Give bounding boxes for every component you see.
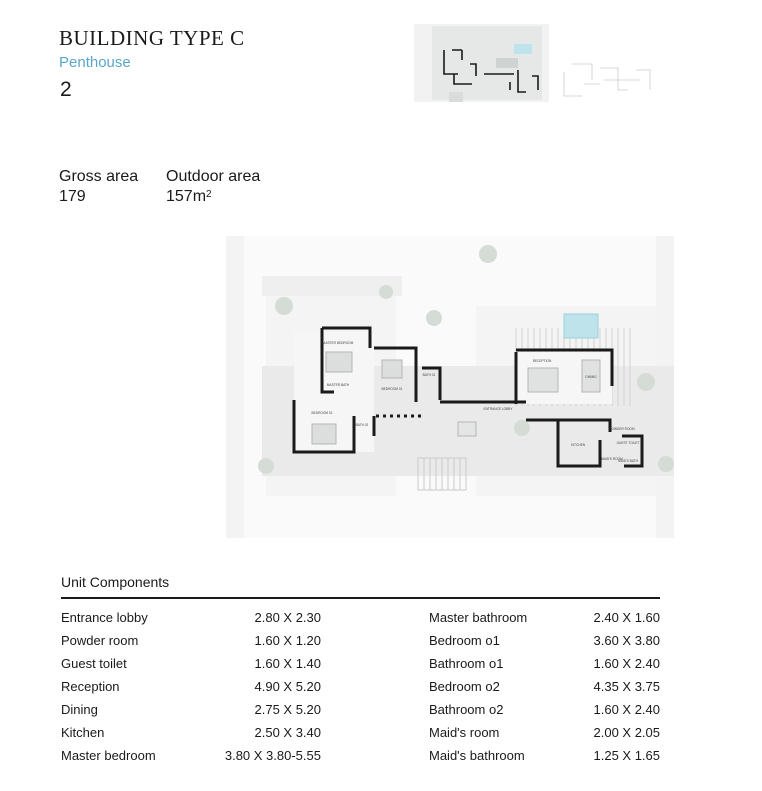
component-name: Bathroom o1 <box>429 656 504 671</box>
room-label: MASTER BEDROOM <box>322 341 354 345</box>
component-row <box>61 701 321 724</box>
room-label: BATH 02 <box>355 423 369 427</box>
room-label: BATH 01 <box>422 373 436 377</box>
outdoor-area-unit-exponent: 2 <box>206 189 212 200</box>
component-dimensions: 2.00 X 2.05 <box>593 725 660 740</box>
room-label: MASTER BATH <box>326 383 350 387</box>
room-label: KITCHEN <box>571 443 585 447</box>
key-plan-thumbnail <box>414 24 674 116</box>
component-name: Bathroom o2 <box>429 702 504 717</box>
outdoor-area-label: Outdoor area <box>166 168 261 185</box>
heading-rule <box>61 597 660 599</box>
component-row <box>429 609 660 632</box>
component-name: Master bedroom <box>61 748 156 763</box>
component-row <box>429 678 660 701</box>
component-dimensions: 1.25 X 1.65 <box>593 748 660 763</box>
unit-components-heading: Unit Components <box>61 574 170 590</box>
component-row <box>61 747 321 770</box>
component-row <box>429 655 660 678</box>
component-dimensions: 2.75 X 5.20 <box>254 702 321 717</box>
component-name: Powder room <box>61 633 139 648</box>
gross-area-value: 179 <box>59 188 86 205</box>
gross-area <box>59 167 138 207</box>
component-name: Dining <box>61 702 98 717</box>
component-row <box>61 632 321 655</box>
component-row <box>429 747 660 770</box>
component-dimensions: 4.35 X 3.75 <box>593 679 660 694</box>
component-dimensions: 1.60 X 2.40 <box>593 656 660 671</box>
page-title: BUILDING TYPE C <box>59 26 245 50</box>
room-label: POWDER ROOM <box>609 427 635 431</box>
component-name: Guest toilet <box>61 656 127 671</box>
outdoor-area-unit: m <box>192 188 207 205</box>
component-name: Reception <box>61 679 120 694</box>
component-row <box>61 678 321 701</box>
component-dimensions: 1.60 X 1.20 <box>254 633 321 648</box>
component-name: Bedroom o2 <box>429 679 500 694</box>
component-dimensions: 1.60 X 2.40 <box>593 702 660 717</box>
room-label: ENTRANCE LOBBY <box>483 407 513 411</box>
component-row <box>429 632 660 655</box>
component-dimensions: 2.40 X 1.60 <box>593 610 660 625</box>
component-name: Kitchen <box>61 725 105 740</box>
room-label: DINING <box>585 375 597 379</box>
component-dimensions: 2.50 X 3.40 <box>254 725 321 740</box>
component-dimensions: 3.80 X 3.80-5.55 <box>224 748 321 763</box>
component-row <box>61 724 321 747</box>
component-dimensions: 4.90 X 5.20 <box>254 679 321 694</box>
component-dimensions: 2.80 X 2.30 <box>254 610 321 625</box>
unit-number: 2 <box>60 78 72 101</box>
component-dimensions: 3.60 X 3.80 <box>593 633 660 648</box>
room-label: RECEPTION <box>532 359 552 363</box>
component-row <box>61 609 321 632</box>
component-row <box>429 701 660 724</box>
component-name: Maid's room <box>429 725 500 740</box>
room-label: BEDROOM 01 <box>381 387 403 391</box>
component-name: Entrance lobby <box>61 610 148 625</box>
component-name: Maid's bathroom <box>429 748 525 763</box>
components-list-left <box>61 609 321 770</box>
component-name: Master bathroom <box>429 610 528 625</box>
room-label: GUEST TOILET <box>616 441 640 445</box>
unit-type-subtitle: Penthouse <box>59 54 131 71</box>
room-label: BEDROOM 02 <box>311 411 333 415</box>
gross-area-label: Gross area <box>59 168 139 185</box>
components-list-right <box>429 609 660 770</box>
component-row <box>61 655 321 678</box>
outdoor-area-value: 157 <box>166 188 193 205</box>
room-label: MAID'S BATH <box>618 459 638 463</box>
room-label: MAID'S ROOM <box>601 457 623 461</box>
outdoor-area <box>166 167 260 207</box>
component-dimensions: 1.60 X 1.40 <box>254 656 321 671</box>
floor-plan-drawing <box>226 236 674 538</box>
outdoor-area-value-line <box>166 187 260 207</box>
component-name: Bedroom o1 <box>429 633 500 648</box>
component-row <box>429 724 660 747</box>
